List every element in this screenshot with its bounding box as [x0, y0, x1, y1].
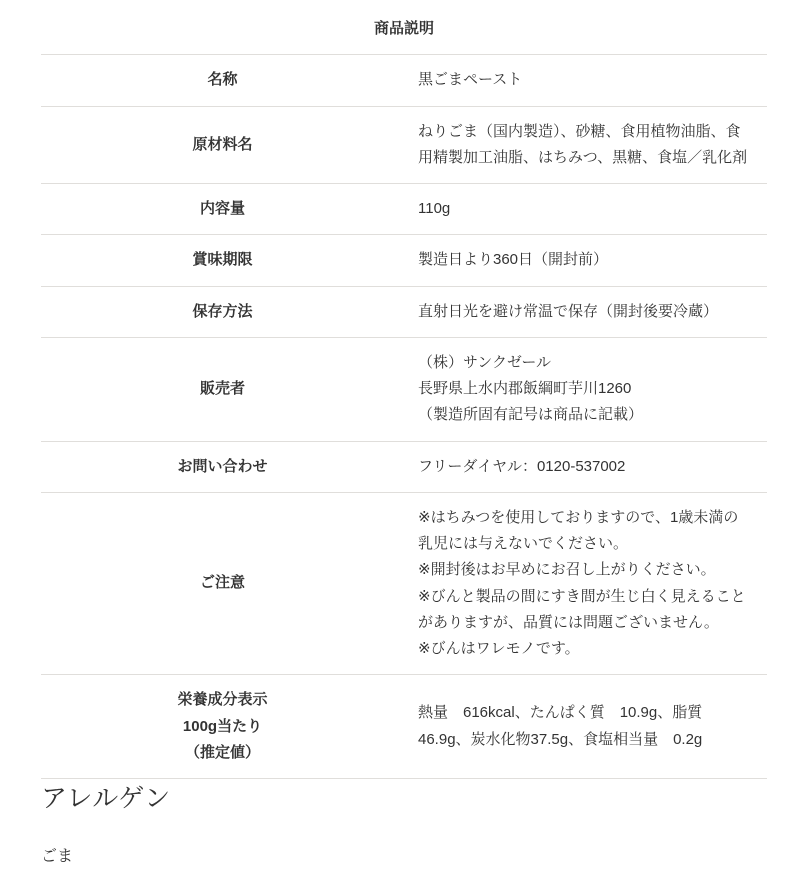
nutrition-label-line-2: 100g当たり	[182, 717, 263, 735]
table-row	[41, 492, 767, 675]
caution-line-4: ※びんはワレモノです。	[418, 640, 580, 657]
row-value-storage: 直射日光を避け常温で保存（開封後要冷蔵）	[404, 286, 767, 337]
row-label-contact: お問い合わせ	[41, 441, 404, 492]
row-label-ingredients: 原材料名	[41, 106, 404, 184]
row-value-best-before: 製造日より360日（開封前）	[404, 235, 767, 286]
row-label-best-before: 賞味期限	[41, 235, 404, 286]
allergen-heading: アレルゲン	[41, 783, 171, 813]
allergen-body: ごま	[41, 848, 74, 865]
row-value-contact: フリーダイヤル：0120-537002	[404, 441, 767, 492]
nutrition-label-line-1: 栄養成分表示	[177, 691, 268, 709]
row-label-storage: 保存方法	[41, 286, 404, 337]
row-label-volume: 内容量	[41, 184, 404, 235]
caution-line-3: ※びんと製品の間にすき間が生じ白く見えることがありますが、品質には問題ございません。	[418, 587, 746, 631]
product-description-table	[41, 8, 767, 779]
table-row	[41, 106, 767, 184]
row-label-cautions: ご注意	[41, 492, 404, 675]
nutrition-label-line-3: （推定値）	[184, 743, 260, 761]
row-value-nutrition: 熱量 616kcal、たんぱく質 10.9g、脂質 46.9g、炭水化物37.5g、食塩相当量 0.2g	[404, 675, 767, 779]
table-row	[41, 286, 767, 337]
seller-line-1: （株）サンクゼール	[418, 353, 552, 371]
table-row	[41, 55, 767, 106]
caution-line-1: ※はちみつを使用しておりますので、1歳未満の乳児には与えないでください。	[418, 508, 739, 552]
caution-line-2: ※開封後はお早めにお召し上がりください。	[418, 561, 716, 579]
table-row	[41, 184, 767, 235]
table-row	[41, 675, 767, 779]
table-row	[41, 441, 767, 492]
row-label-seller: 販売者	[41, 337, 404, 441]
row-label-name: 名称	[41, 55, 404, 106]
row-value-cautions	[404, 492, 767, 675]
row-value-name: 黒ごまペースト	[404, 55, 767, 106]
seller-line-2: 長野県上水内郡飯綱町芋川1260	[418, 380, 632, 397]
row-label-nutrition	[41, 675, 404, 779]
table-caption-row	[41, 8, 767, 55]
row-value-volume: 110g	[404, 184, 767, 235]
row-value-seller	[404, 337, 767, 441]
table-row	[41, 235, 767, 286]
table-caption: 商品説明	[41, 8, 767, 55]
seller-line-3: （製造所固有記号は商品に記載）	[418, 406, 644, 424]
row-value-ingredients: ねりごま（国内製造）、砂糖、食用植物油脂、食用精製加工油脂、はちみつ、黒糖、食塩／乳化剤	[404, 106, 767, 184]
table-row	[41, 337, 767, 441]
